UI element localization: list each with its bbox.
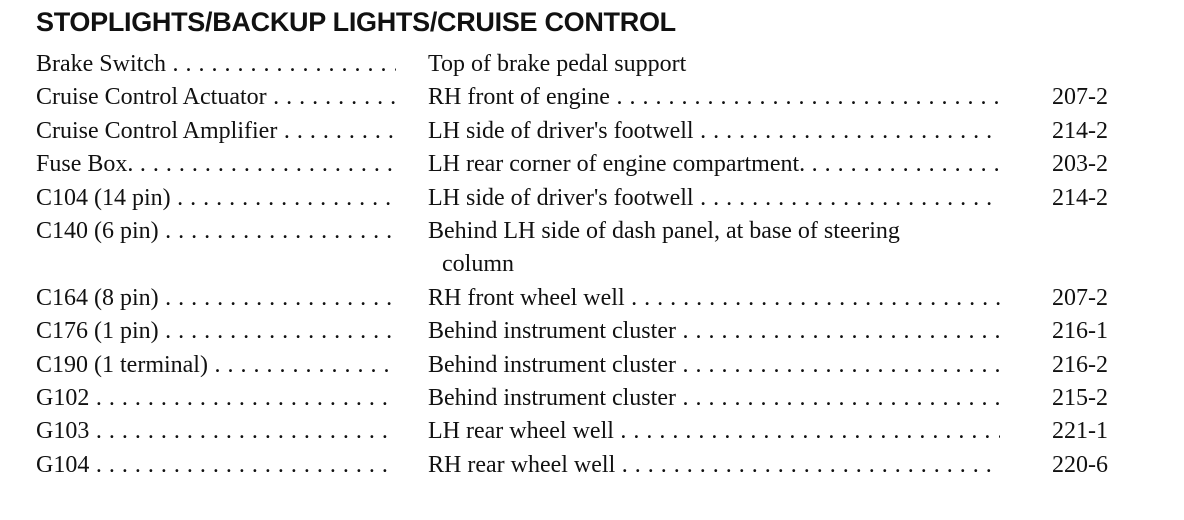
component-location: LH side of driver's footwell . . . [428, 115, 1000, 148]
page-reference: 216-1 [1052, 318, 1108, 345]
component-name: C190 (1 terminal) . . . [36, 349, 396, 382]
table-row [36, 182, 1116, 215]
table-row [36, 282, 1116, 315]
component-location: LH rear wheel well . . . [428, 415, 1000, 448]
page-reference: 207-2 [1052, 284, 1108, 311]
table-row [36, 115, 1116, 148]
component-location: Top of brake pedal support [428, 51, 687, 77]
component-name: Cruise Control Amplifier . . . [36, 115, 396, 148]
component-name: Cruise Control Actuator . . . [36, 81, 396, 114]
table-row [36, 449, 1116, 482]
table-row [36, 315, 1116, 348]
component-location: Behind instrument cluster . . . [428, 315, 1000, 348]
location-line-2: column [442, 251, 514, 278]
component-location: RH front wheel well . . . [428, 282, 1000, 315]
page-reference: 221-1 [1052, 418, 1108, 445]
table-row [36, 48, 1116, 81]
component-location: RH rear wheel well . . . [428, 449, 1000, 482]
component-name: Brake Switch . . . [36, 48, 396, 81]
component-location: Behind instrument cluster . . . [428, 349, 1000, 382]
table-row [36, 415, 1116, 448]
component-name: G102 . . . [36, 382, 396, 415]
page-reference: 214-2 [1052, 117, 1108, 144]
page-reference: 215-2 [1052, 384, 1108, 411]
location-line-1: Behind LH side of dash panel, at base of steering [428, 217, 900, 244]
component-name: C164 (8 pin) . . . [36, 282, 396, 315]
page-reference: 214-2 [1052, 184, 1108, 211]
table-row [36, 382, 1116, 415]
component-name: C176 (1 pin) . . . [36, 315, 396, 348]
component-name: C140 (6 pin) . . . [36, 215, 396, 248]
table-row [36, 349, 1116, 382]
component-location: LH rear corner of engine compartment. . . . [428, 148, 1000, 181]
component-location: RH front of engine . . . [428, 81, 1000, 114]
table-row [36, 215, 1116, 282]
page-title: STOPLIGHTS/BACKUP LIGHTS/CRUISE CONTROL [36, 7, 676, 37]
page-reference: 220-6 [1052, 451, 1108, 478]
table-row [36, 148, 1116, 181]
component-location: Behind instrument cluster . . . [428, 382, 1000, 415]
component-name: G103 . . . [36, 415, 396, 448]
table-row [36, 81, 1116, 114]
component-location: LH side of driver's footwell . . . [428, 182, 1000, 215]
page-reference: 207-2 [1052, 84, 1108, 111]
component-location [428, 215, 1000, 282]
component-location-table [36, 48, 1116, 482]
component-name: Fuse Box. . . . [36, 148, 396, 181]
component-name: G104 . . . [36, 449, 396, 482]
component-name: C104 (14 pin) . . . [36, 182, 396, 215]
page-reference: 203-2 [1052, 151, 1108, 178]
page-reference: 216-2 [1052, 351, 1108, 378]
